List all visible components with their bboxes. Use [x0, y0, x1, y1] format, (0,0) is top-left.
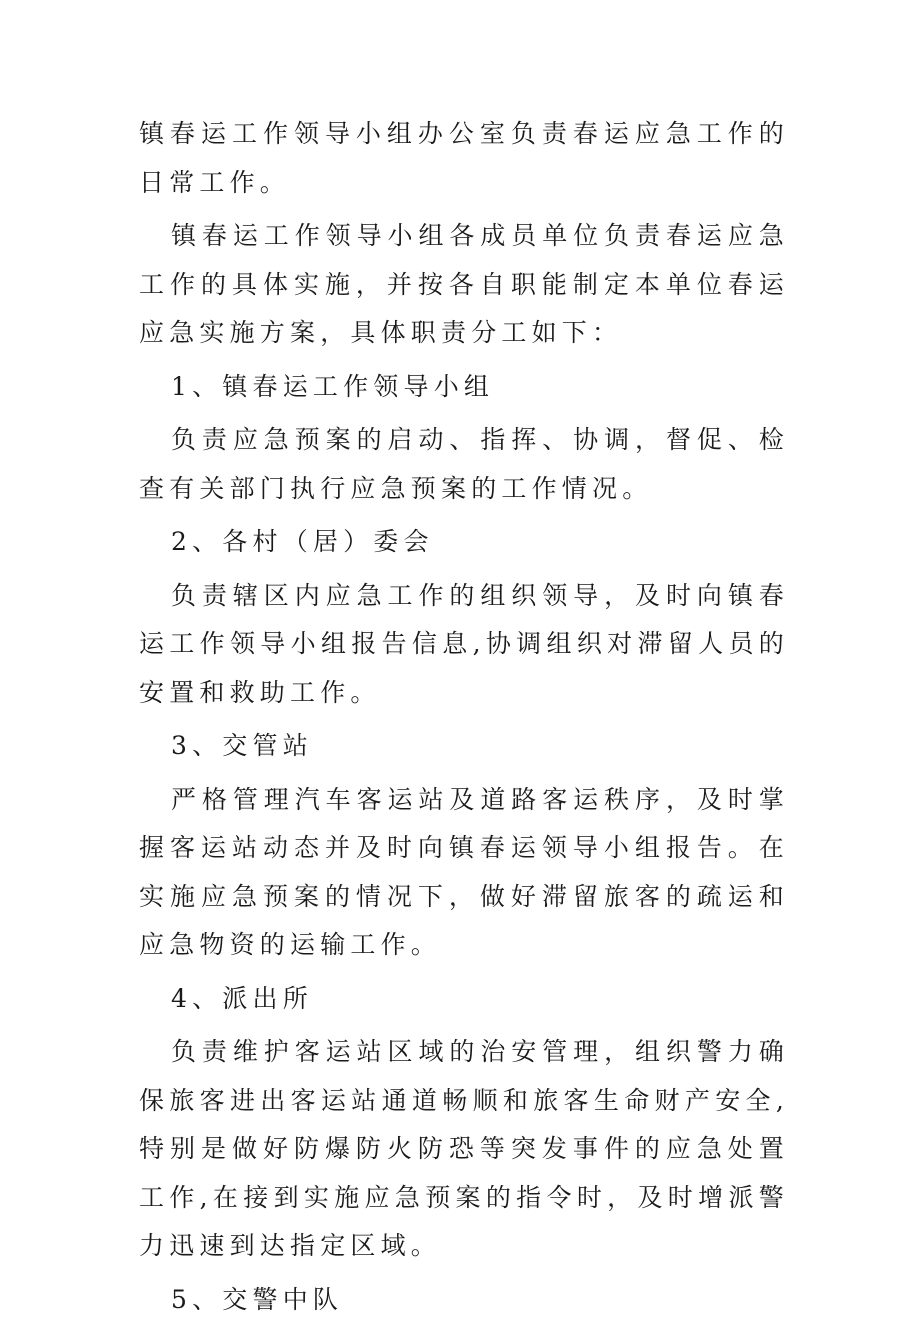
- paragraph-traffic-management-duty: 严格管理汽车客运站及道路客运秩序，及时掌握客运站动态并及时向镇春运领导小组报告。在实施应急预案的情况下，做好滞留旅客的疏运和应急物资的运输工作。: [139, 776, 789, 970]
- paragraph-leading-group-duty: 负责应急预案的启动、指挥、协调，督促、检查有关部门执行应急预案的工作情况。: [139, 416, 789, 513]
- heading-village-committees: 2、各村（居）委会: [139, 518, 789, 567]
- heading-police-station: 4、派出所: [139, 975, 789, 1024]
- paragraph-daily-work: 镇春运工作领导小组办公室负责春运应急工作的日常工作。: [139, 110, 789, 207]
- paragraph-village-committees-duty: 负责辖区内应急工作的组织领导，及时向镇春运工作领导小组报告信息,协调组织对滞留人员的安置和救助工作。: [139, 572, 789, 718]
- heading-traffic-police-squadron: 5、交警中队: [139, 1276, 789, 1324]
- paragraph-police-station-duty: 负责维护客运站区域的治安管理，组织警力确保旅客进出客运站通道畅顺和旅客生命财产安全,特别是做好防爆防火防恐等突发事件的应急处置工作,在接到实施应急预案的指令时，及时增派警力迅速到达指定区域。: [139, 1028, 789, 1271]
- paragraph-member-units: 镇春运工作领导小组各成员单位负责春运应急工作的具体实施，并按各自职能制定本单位春运应急实施方案，具体职责分工如下：: [139, 212, 789, 358]
- heading-leading-group: 1、镇春运工作领导小组: [139, 363, 789, 412]
- heading-traffic-management-station: 3、交管站: [139, 722, 789, 771]
- document-body: [139, 110, 789, 1324]
